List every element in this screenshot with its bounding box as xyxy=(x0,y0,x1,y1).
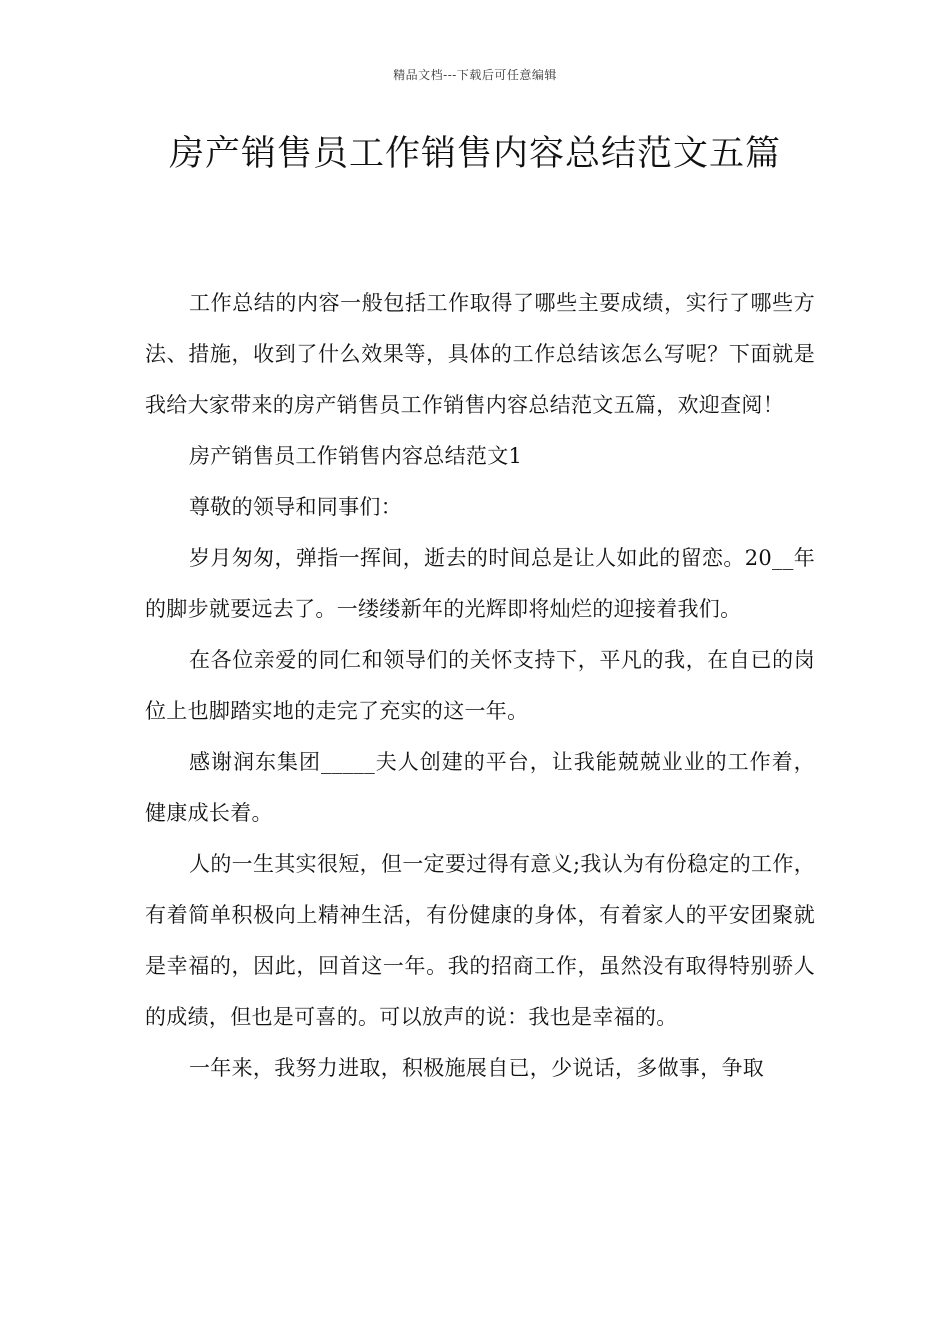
paragraph-intro: 工作总结的内容一般包括工作取得了哪些主要成绩，实行了哪些方法、措施，收到了什么效果等，具体的工作总结该怎么写呢？下面就是我给大家带来的房产销售员工作销售内容总结范文五篇，欢迎查阅！ xyxy=(145,291,815,417)
document-body xyxy=(145,278,815,1094)
paragraph-year-effort: 一年来，我努力进取，积极施展自已，少说话，多做事，争取 xyxy=(189,1056,765,1080)
paragraph-salutation: 尊敬的领导和同事们： xyxy=(189,495,402,519)
paragraph-time-passing: 岁月匆匆，弹指一挥间，逝去的时间总是让人如此的留恋。20__年的脚步就要远去了。一缕缕新年的光辉即将灿烂的迎接着我们。 xyxy=(145,546,815,621)
paragraph-life-meaning: 人的一生其实很短，但一定要过得有意义;我认为有份稳定的工作，有着简单积极向上精神生活，有份健康的身体，有着家人的平安团聚就是幸福的，因此，回首这一年。我的招商工作，虽然没有取得特别骄人的成绩，但也是可喜的。可以放声的说：我也是幸福的。 xyxy=(145,852,815,1029)
paragraph-section-heading: 房产销售员工作销售内容总结范文1 xyxy=(189,444,523,468)
header-note: 精品文档---下载后可任意编辑 xyxy=(393,68,557,82)
document-title: 房产销售员工作销售内容总结范文五篇 xyxy=(168,134,781,174)
paragraph-thanks: 感谢润东集团_____夫人创建的平台，让我能兢兢业业的工作着，健康成长着。 xyxy=(145,750,815,825)
paragraph-support: 在各位亲爱的同仁和领导们的关怀支持下，平凡的我，在自已的岗位上也脚踏实地的走完了充实的这一年。 xyxy=(145,648,815,723)
